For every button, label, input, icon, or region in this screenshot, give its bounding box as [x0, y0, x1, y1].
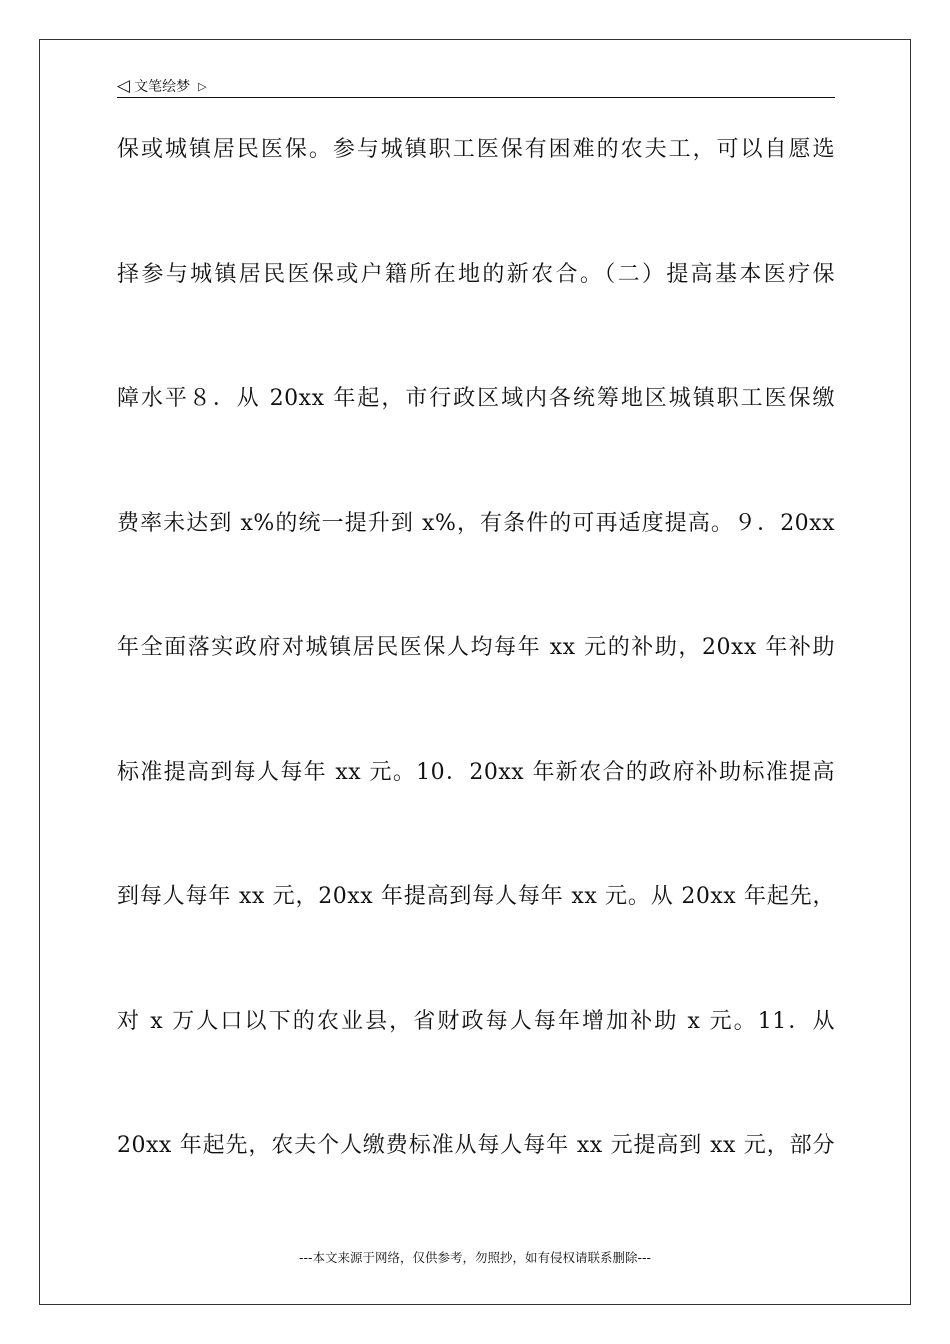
text-line: 20xx 年起先，农夫个人缴费标准从每人每年 xx 元提高到 xx 元，部分: [117, 1133, 835, 1158]
text-line: 标准提高到每人每年 xx 元。10．20xx 年新农合的政府补助标准提高: [117, 759, 835, 785]
left-triangle-icon: ◁: [117, 75, 131, 96]
text-line: 保或城镇居民医保。参与城镇职工医保有困难的农夫工，可以自愿选: [117, 137, 835, 162]
text-line: 对 x 万人口以下的农业县，省财政每人每年增加补助 x 元。11．从: [117, 1008, 835, 1034]
header-divider: [117, 97, 835, 98]
text-line: 到每人每年 xx 元，20xx 年提高到每人每年 xx 元。从 20xx 年起先，: [117, 884, 835, 909]
footer-disclaimer: ---本文来源于网络，仅供参考，勿照抄，如有侵权请联系删除---: [298, 1250, 652, 1265]
text-line: 择参与城镇居民医保或户籍所在地的新农合。（二）提高基本医疗保: [117, 261, 835, 287]
header-title: 文笔绘梦: [134, 79, 191, 95]
text-line: 障水平８．从 20xx 年起，市行政区域内各统筹地区城镇职工医保缴: [117, 386, 835, 411]
right-triangle-icon: ▷: [198, 79, 207, 93]
text-line: 费率未达到 x%的统一提升到 x%，有条件的可再适度提高。９．20xx: [117, 510, 835, 536]
page-header: [117, 74, 835, 98]
text-line: 年全面落实政府对城镇居民医保人均每年 xx 元的补助，20xx 年补助: [117, 635, 835, 660]
document-body: [117, 128, 835, 1249]
